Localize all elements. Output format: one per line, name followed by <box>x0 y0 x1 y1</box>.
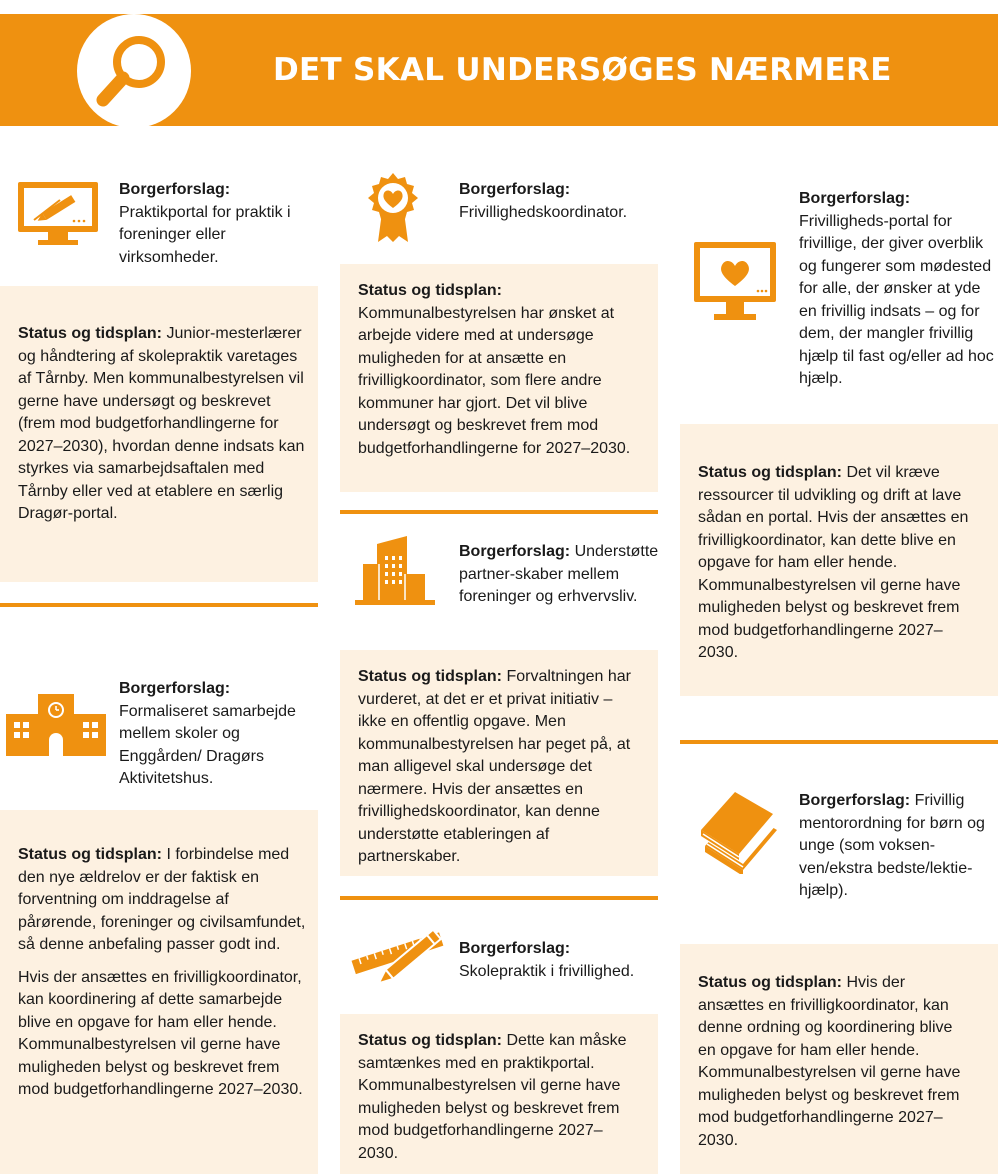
search-icon <box>77 14 191 128</box>
proposal-text: Formaliseret samarbejde mellem skoler og Enggården/ Dragørs Aktivitetshus. <box>119 702 296 787</box>
status-text: Dette kan måske samtænkes med en praktikportal. Kommunalbestyrelsen vil gerne have muligheden belyst og beskrevet frem mod budgetforhandlingerne 2027–2030. <box>358 1032 627 1162</box>
status-label: Status og tidsplan: <box>358 1032 502 1049</box>
proposal-label: Borgerforslag: <box>459 543 571 560</box>
proposal-text: Frivillig mentorordning for børn og unge (som voksen-ven/ekstra bedste/lektie-hjælp). <box>799 792 985 899</box>
status-label: Status og tidsplan: <box>358 668 502 685</box>
proposal-label: Borgerforslag: <box>799 190 911 207</box>
proposal-text: Understøtte partner-skaber mellem foreninger og erhvervsliv. <box>459 543 659 605</box>
status-text: I forbindelse med den nye ældrelov er der faktisk en forventning om inddragelse af pårørende, foreninger og civilsamfundet, så denne anbefaling passer godt ind. <box>18 846 306 953</box>
proposal-frivillighedskoordinator <box>459 179 659 224</box>
status-text: Hvis der ansættes en frivilligkoordinator, kan denne ordning og koordinering blive en opgave for ham eller hende. Kommunalbestyrelsen vil gerne have muligheden belyst og beskrevet frem mod budgetforhandlingerne 2027–2030. <box>698 974 961 1149</box>
proposal-text: Skolepraktik i frivillighed. <box>459 962 635 980</box>
status-label: Status og tidsplan: <box>18 325 162 342</box>
monitor-heart-icon <box>692 240 778 324</box>
status-skolepraktik <box>340 1014 658 1174</box>
proposal-text: Praktikportal for praktik i foreninger eller virksomheder. <box>119 203 291 266</box>
proposal-label: Borgerforslag: <box>459 181 571 198</box>
proposal-samarbejde <box>119 678 314 791</box>
header-banner <box>0 14 998 126</box>
proposal-skolepraktik <box>459 938 659 983</box>
city-buildings-icon <box>355 534 435 606</box>
proposal-label: Borgerforslag: <box>119 181 231 198</box>
status-praktikportal <box>0 286 318 582</box>
status-text: Junior-mesterlærer og håndtering af skolepraktik varetages af Tårnby. Men kommunalbestyrelsen vil gerne have undersøgt og beskrevet (frem mod budgetforhandlingerne for 2027–2030), hvordan denne indsats kan styrkes via samarbejdsaftalen med Tårnby eller ved at etablere en særlig Dragør-portal. <box>18 325 305 522</box>
proposal-label: Borgerforslag: <box>119 680 231 697</box>
status-text: Kommunalbestyrelsen har ønsket at arbejde videre med at undersøge muligheden for at ansætte en frivilligkoordinator, som flere andre kommuner har gjort. Det vil blive undersøgt og beskrevet frem mod budgetforhandlingerne for 2027–2030. <box>358 304 631 457</box>
school-building-icon <box>6 692 106 758</box>
status-text: Det vil kræve ressourcer til udvikling og drift at lave sådan en portal. Hvis der ansættes en frivilligkoordinator, kan dette blive en opgave for ham eller hende. Kommunalbestyrelsen vil gerne have muligheden belyst og beskrevet frem mod budgetforhandlingerne 2027–2030. <box>698 464 969 661</box>
proposal-frivilligheds-portal <box>799 188 998 391</box>
divider <box>0 603 318 607</box>
status-label: Status og tidsplan: <box>698 464 842 481</box>
status-samarbejde <box>0 810 318 1174</box>
divider <box>340 510 658 514</box>
heart-rosette-icon <box>367 172 419 244</box>
status-text: Hvis der ansættes en frivilligkoordinator, kan koordinering af dette samarbejde blive en opgave for ham eller hende. Kommunalbestyrelsen vil gerne have muligheden belyst og beskrevet frem mod budgetforhandlingerne 2027–2030. <box>18 968 303 1098</box>
status-label: Status og tidsplan: <box>18 846 162 863</box>
proposal-text: Frivilligheds-portal for frivillige, der giver overblik og fungerer som mødested for alle, der ønsker at yde en frivillig indsats – og for dem, der mangler frivillig hjælp til fast og/eller ad hoc hjælp. <box>799 212 994 387</box>
divider <box>340 896 658 900</box>
page-title: DET SKAL UNDERSØGES NÆRMERE <box>273 52 892 88</box>
status-label: Status og tidsplan: <box>698 974 842 991</box>
status-frivilligheds-portal <box>680 424 998 696</box>
status-label: Status og tidsplan: <box>358 282 502 299</box>
divider <box>680 740 998 744</box>
books-icon <box>691 782 783 874</box>
proposal-praktikportal <box>119 179 319 269</box>
proposal-mentorordning <box>799 790 998 903</box>
status-mentorordning <box>680 944 998 1174</box>
monitor-pencil-icon <box>16 180 100 246</box>
status-text: Forvaltningen har vurderet, at det er et privat initiativ – ikke en offentlig opgave. Men kommunalbestyrelsen har peget på, at man alligevel skal undersøge det nærmere. Hvis der ansættes en frivillighedskoordinator, kan denne understøtte etableringen af partnerskaber. <box>358 668 631 865</box>
status-partnerskaber <box>340 650 658 876</box>
proposal-label: Borgerforslag: <box>799 792 911 809</box>
status-frivillighedskoordinator <box>340 264 658 492</box>
proposal-text: Frivillighedskoordinator. <box>459 203 628 221</box>
ruler-pencil-icon <box>349 918 449 992</box>
proposal-label: Borgerforslag: <box>459 940 571 957</box>
proposal-partnerskaber <box>459 541 659 609</box>
